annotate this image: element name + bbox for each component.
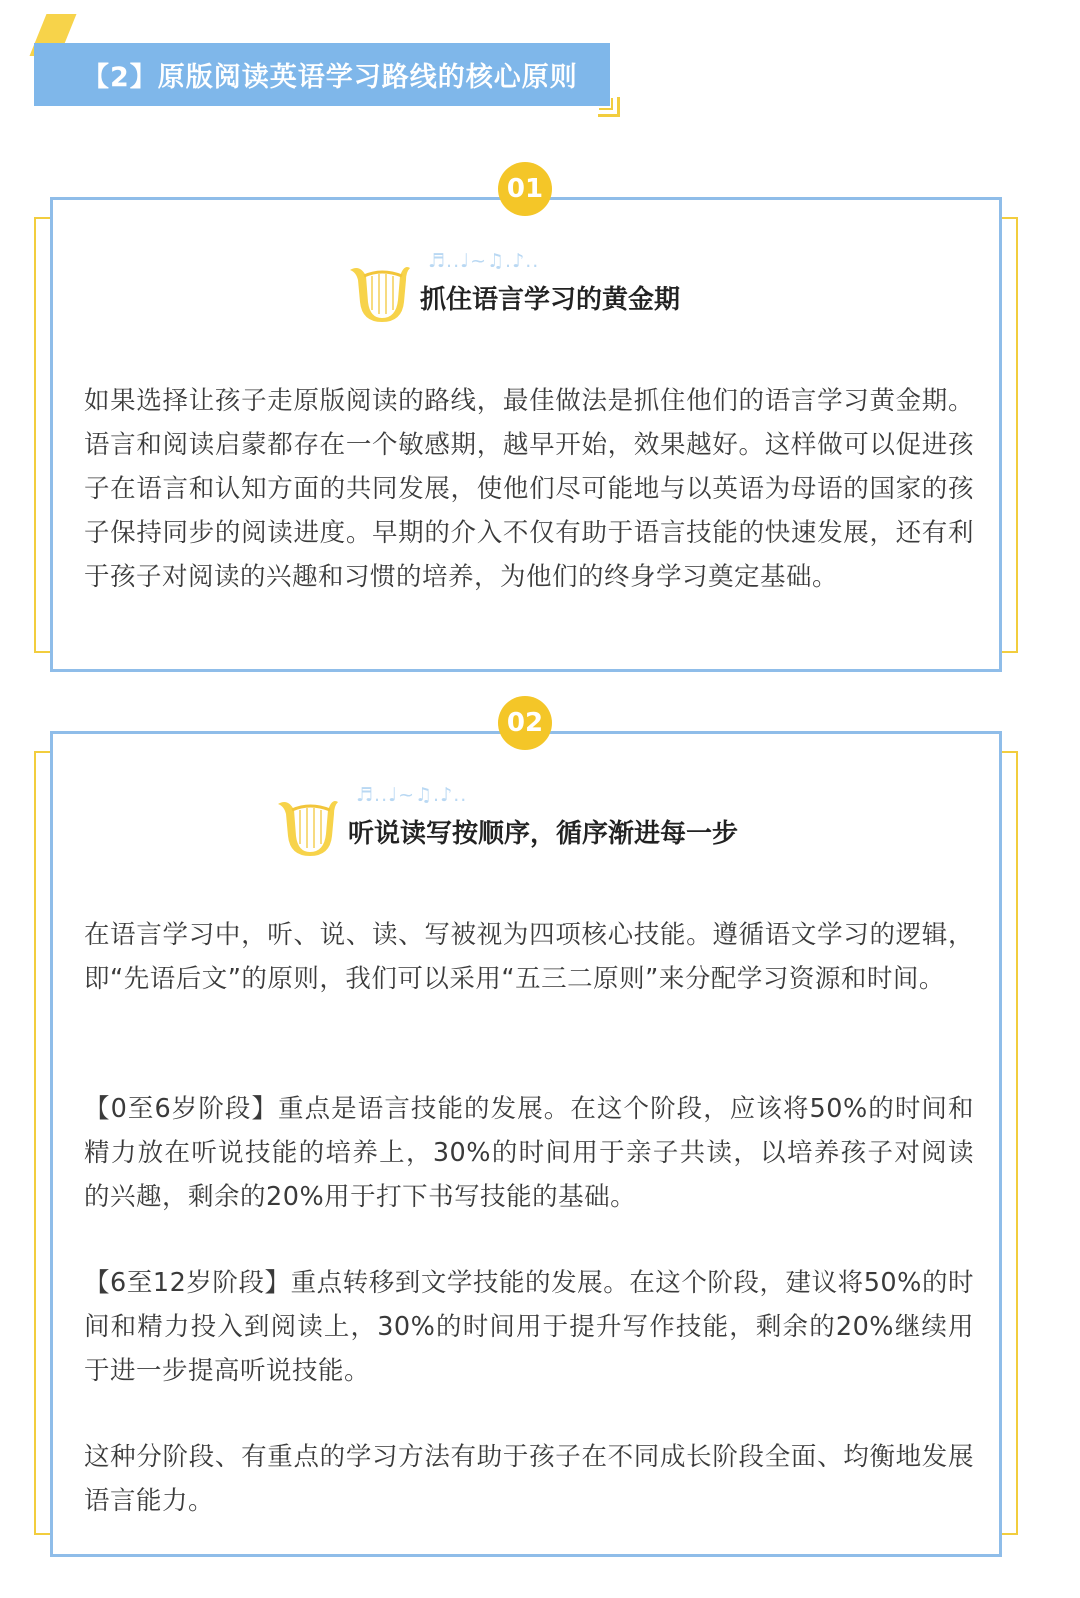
harp-icon <box>274 796 340 858</box>
paragraph: 这种分阶段、有重点的学习方法有助于孩子在不同成长阶段全面、均衡地发展语言能力。 <box>84 1442 974 1516</box>
harp-icon <box>346 262 412 324</box>
section-heading <box>346 262 680 324</box>
section-heading-text: 抓住语言学习的黄金期 <box>420 285 681 315</box>
music-notes-icon: ♬..♩~♫.♪.. <box>356 784 468 806</box>
section-heading <box>274 796 738 858</box>
banner-corner-decoration <box>598 97 620 117</box>
paragraph: 在语言学习中，听、说、读、写被视为四项核心技能。遵循语文学习的逻辑，即“先语后文”的原则，我们可以采用“五三二原则”来分配学习资源和时间。 <box>84 920 974 994</box>
section-number-badge: 01 <box>498 162 552 216</box>
paragraph: 【0至6岁阶段】重点是语言技能的发展。在这个阶段，应该将50%的时间和精力放在听说技能的培养上，30%的时间用于亲子共读，以培养孩子对阅读的兴趣，剩余的20%用于打下书写技能的基础。 <box>84 1094 974 1212</box>
section-heading-text: 听说读写按顺序，循序渐进每一步 <box>348 819 739 849</box>
paragraph: 【6至12岁阶段】重点转移到文学技能的发展。在这个阶段，建议将50%的时间和精力投入到阅读上，30%的时间用于提升写作技能，剩余的20%继续用于进一步提高听说技能。 <box>84 1268 974 1386</box>
music-notes-icon: ♬..♩~♫.♪.. <box>428 250 540 272</box>
section-number-badge: 02 <box>498 696 552 750</box>
paragraph: 如果选择让孩子走原版阅读的路线，最佳做法是抓住他们的语言学习黄金期。语言和阅读启蒙都存在一个敏感期，越早开始，效果越好。这样做可以促进孩子在语言和认知方面的共同发展，使他们尽可能地与以英语为母语的国家的孩子保持同步的阅读进度。早期的介入不仅有助于语言技能的快速发展，还有利于孩子对阅读的兴趣和习惯的培养，为他们的终身学习奠定基础。 <box>84 386 974 592</box>
banner-title: 【2】原版阅读英语学习路线的核心原则 <box>82 62 578 93</box>
section-banner <box>34 43 610 106</box>
